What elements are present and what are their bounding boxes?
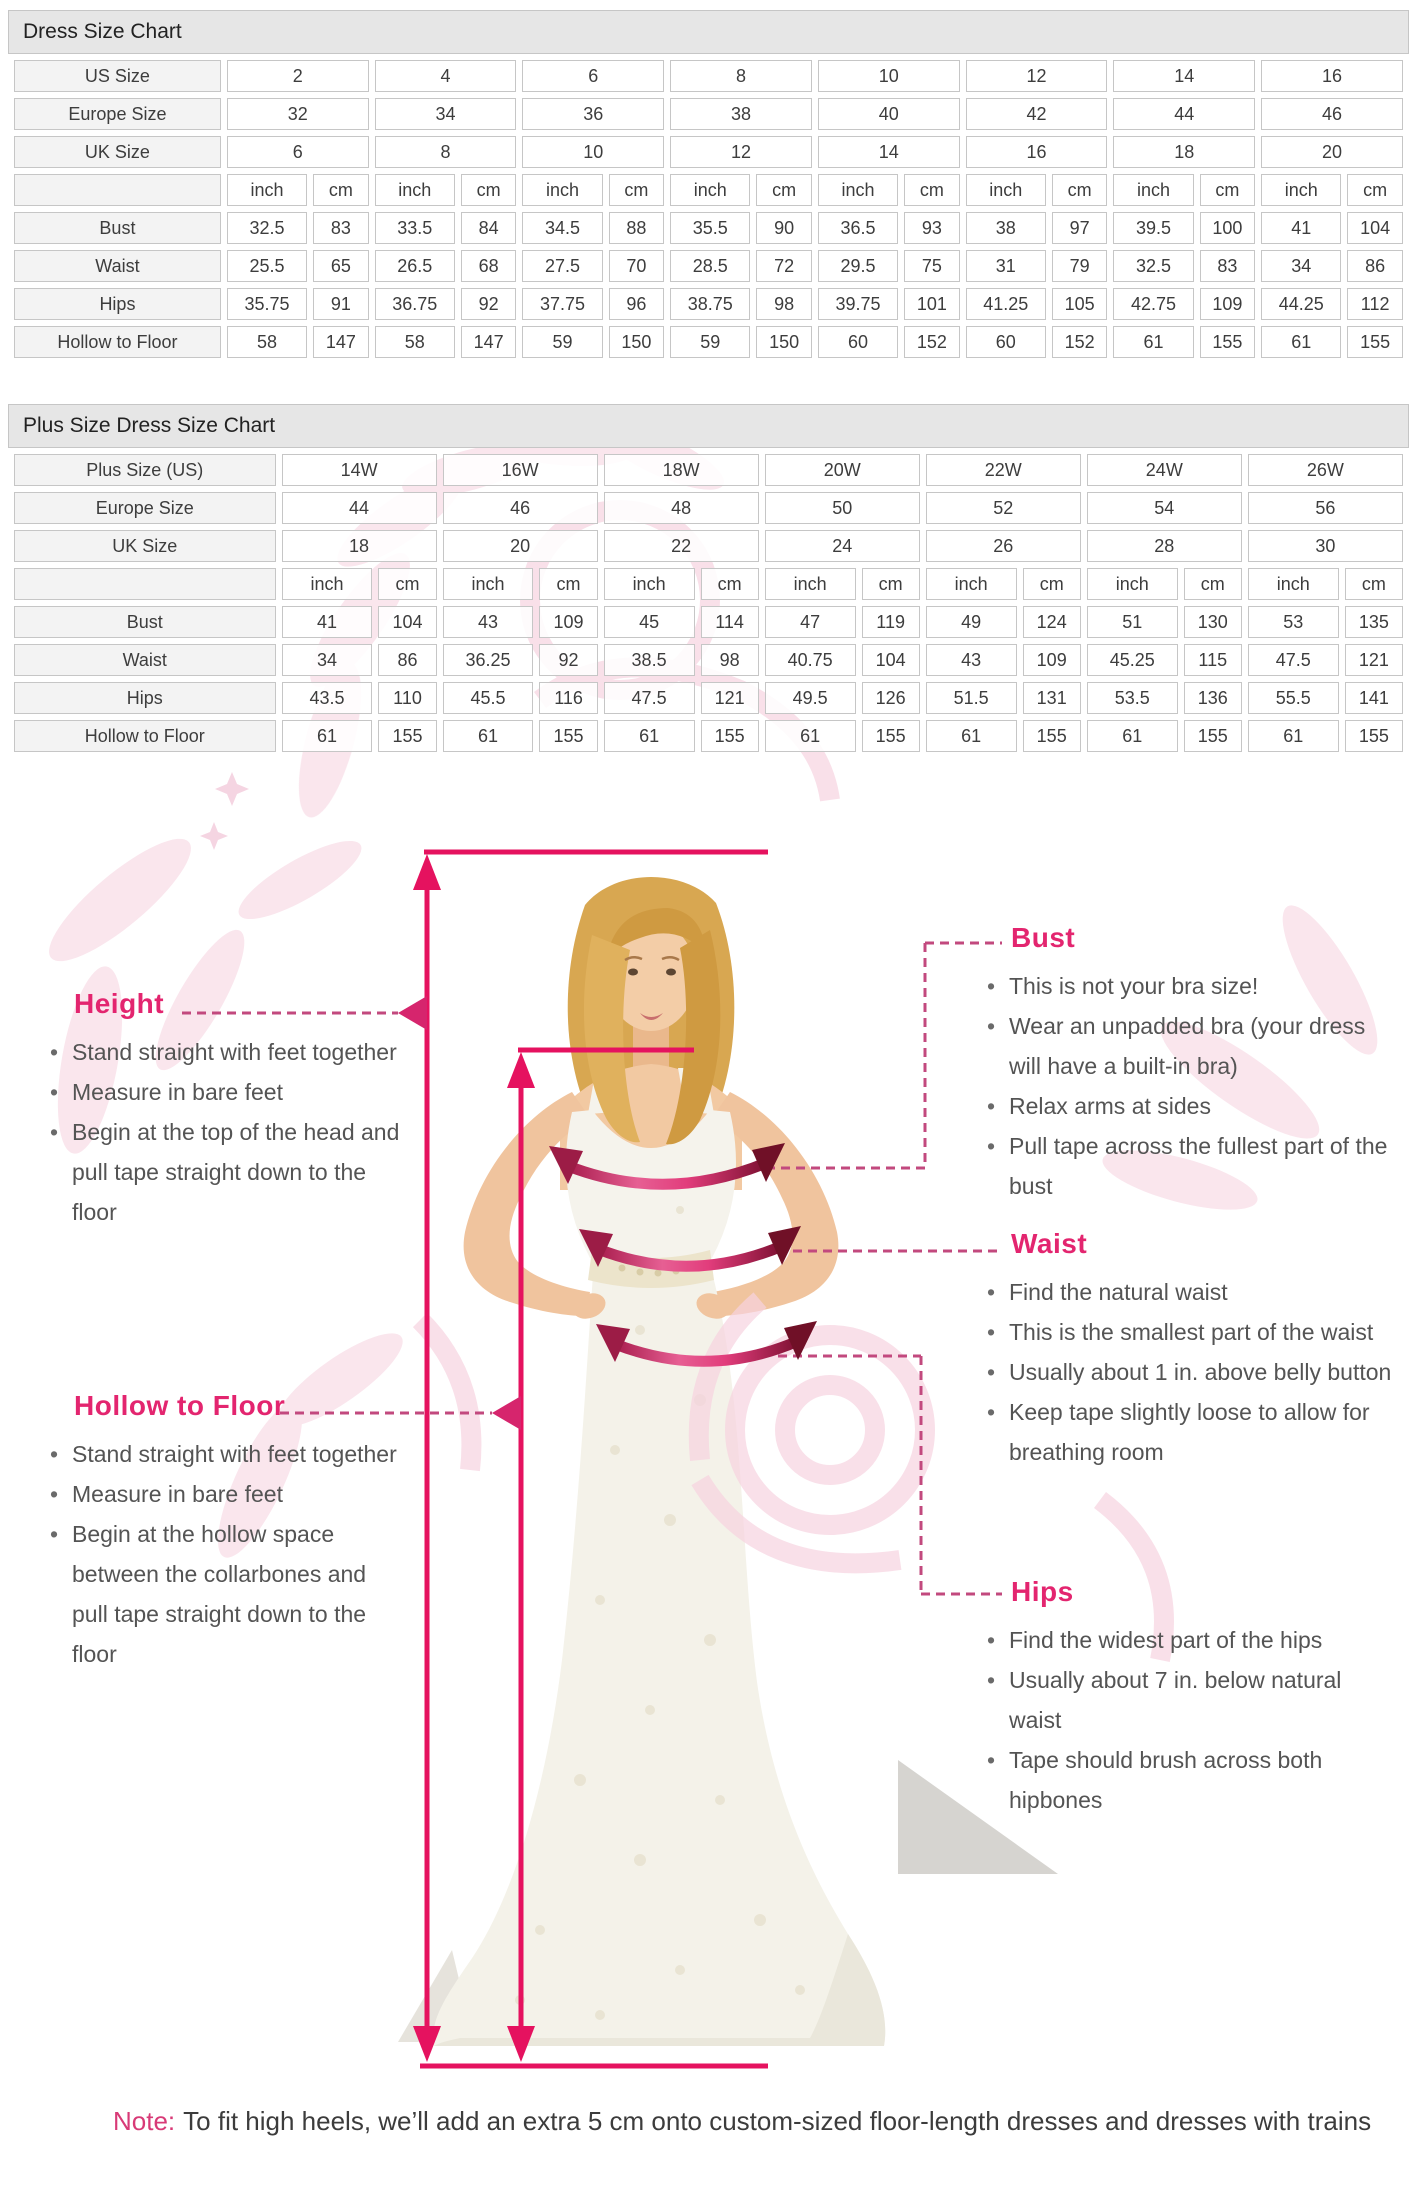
size-cell: 16W	[443, 454, 598, 486]
unit-cell: cm	[1184, 568, 1242, 600]
value-cell-inch: 53	[1248, 606, 1339, 638]
size-cell: 48	[604, 492, 759, 524]
unit-row	[14, 568, 1403, 600]
value-cell-cm: 109	[1023, 644, 1081, 676]
unit-cell: inch	[604, 568, 695, 600]
value-cell-cm: 130	[1184, 606, 1242, 638]
value-cell-inch: 58	[375, 326, 455, 358]
value-cell-inch: 45.5	[443, 682, 534, 714]
bullet-item: • This is the smallest part of the waist	[985, 1312, 1397, 1352]
size-cell: 18	[282, 530, 437, 562]
row-label: US Size	[14, 60, 221, 92]
size-cell: 12	[966, 60, 1108, 92]
bullet-item: • Usually about 7 in. below natural waist	[985, 1660, 1397, 1740]
value-cell-inch: 59	[670, 326, 750, 358]
value-cell-inch: 51	[1087, 606, 1178, 638]
value-cell-cm: 155	[1347, 326, 1403, 358]
value-cell-cm: 114	[701, 606, 759, 638]
value-cell-cm: 65	[313, 250, 369, 282]
bullet-item: • Measure in bare feet	[48, 1474, 400, 1514]
size-cell: 4	[375, 60, 517, 92]
unit-cell: cm	[701, 568, 759, 600]
size-cell: 46	[1261, 98, 1403, 130]
value-cell-cm: 104	[378, 606, 436, 638]
row-label	[14, 174, 221, 206]
row-label: Waist	[14, 644, 276, 676]
section-title: Hollow to Floor	[74, 1390, 286, 1421]
size-cell: 40	[818, 98, 960, 130]
value-cell-cm: 86	[378, 644, 436, 676]
watermark-sparkles	[200, 772, 249, 850]
section-bullet-list	[985, 966, 1397, 1206]
unit-cell: inch	[670, 174, 750, 206]
unit-cell: inch	[926, 568, 1017, 600]
value-cell-inch: 32.5	[1113, 250, 1193, 282]
value-cell-inch: 43.5	[282, 682, 373, 714]
table-row	[14, 98, 1403, 130]
value-cell-cm: 104	[862, 644, 920, 676]
section-bullet-list	[985, 1620, 1397, 1820]
value-cell-cm: 91	[313, 288, 369, 320]
table-row	[14, 492, 1403, 524]
size-cell: 28	[1087, 530, 1242, 562]
table-title: Plus Size Dress Size Chart	[8, 404, 1409, 448]
bullet-item: • Wear an unpadded bra (your dress will have a built-in bra)	[985, 1006, 1397, 1086]
unit-cell: cm	[539, 568, 597, 600]
size-cell: 38	[670, 98, 812, 130]
value-cell-inch: 33.5	[375, 212, 455, 244]
row-label: Europe Size	[14, 98, 221, 130]
value-cell-inch: 42.75	[1113, 288, 1193, 320]
value-cell-inch: 31	[966, 250, 1046, 282]
table-row	[14, 454, 1403, 486]
value-cell-cm: 98	[701, 644, 759, 676]
size-chart-table	[8, 10, 1409, 364]
unit-cell: inch	[818, 174, 898, 206]
value-cell-inch: 61	[926, 720, 1017, 752]
row-label: Hollow to Floor	[14, 326, 221, 358]
value-cell-cm: 116	[539, 682, 597, 714]
value-cell-cm: 105	[1052, 288, 1108, 320]
value-cell-cm: 119	[862, 606, 920, 638]
value-cell-cm: 96	[609, 288, 665, 320]
value-cell-cm: 68	[461, 250, 517, 282]
value-cell-cm: 150	[609, 326, 665, 358]
unit-cell: inch	[1248, 568, 1339, 600]
unit-cell: cm	[609, 174, 665, 206]
unit-cell: cm	[378, 568, 436, 600]
value-cell-inch: 27.5	[522, 250, 602, 282]
bust-section	[985, 922, 1397, 1206]
size-cell: 26W	[1248, 454, 1403, 486]
value-cell-cm: 110	[378, 682, 436, 714]
size-cell: 54	[1087, 492, 1242, 524]
size-cell: 20	[1261, 136, 1403, 168]
value-cell-inch: 36.75	[375, 288, 455, 320]
value-cell-cm: 75	[904, 250, 960, 282]
unit-cell: inch	[375, 174, 455, 206]
bullet-item: • Begin at the top of the head and pull tape straight down to the floor	[48, 1112, 400, 1232]
value-cell-inch: 36.25	[443, 644, 534, 676]
value-cell-cm: 90	[756, 212, 812, 244]
value-cell-inch: 47	[765, 606, 856, 638]
size-cell: 18	[1113, 136, 1255, 168]
section-title: Height	[74, 988, 165, 1019]
unit-cell: cm	[461, 174, 517, 206]
unit-cell: inch	[227, 174, 307, 206]
value-cell-inch: 38.5	[604, 644, 695, 676]
value-cell-cm: 124	[1023, 606, 1081, 638]
value-cell-inch: 35.5	[670, 212, 750, 244]
unit-cell: cm	[1345, 568, 1403, 600]
value-cell-inch: 61	[1087, 720, 1178, 752]
value-cell-inch: 58	[227, 326, 307, 358]
value-cell-inch: 37.75	[522, 288, 602, 320]
row-label: Plus Size (US)	[14, 454, 276, 486]
value-cell-inch: 38	[966, 212, 1046, 244]
row-label: Hips	[14, 682, 276, 714]
value-cell-inch: 47.5	[1248, 644, 1339, 676]
value-cell-inch: 47.5	[604, 682, 695, 714]
unit-cell: cm	[862, 568, 920, 600]
value-cell-cm: 141	[1345, 682, 1403, 714]
size-chart-grid	[8, 54, 1409, 364]
value-cell-inch: 28.5	[670, 250, 750, 282]
value-cell-cm: 147	[461, 326, 517, 358]
size-cell: 8	[375, 136, 517, 168]
value-cell-cm: 86	[1347, 250, 1403, 282]
value-cell-cm: 155	[1184, 720, 1242, 752]
unit-row	[14, 174, 1403, 206]
value-cell-inch: 39.5	[1113, 212, 1193, 244]
value-cell-cm: 79	[1052, 250, 1108, 282]
unit-cell: inch	[443, 568, 534, 600]
value-cell-inch: 60	[966, 326, 1046, 358]
value-cell-cm: 121	[1345, 644, 1403, 676]
value-cell-inch: 55.5	[1248, 682, 1339, 714]
value-cell-cm: 98	[756, 288, 812, 320]
value-cell-inch: 43	[443, 606, 534, 638]
value-cell-cm: 109	[1200, 288, 1256, 320]
section-bullet-list	[48, 1434, 400, 1674]
table-row	[14, 288, 1403, 320]
size-cell: 14W	[282, 454, 437, 486]
table-row	[14, 326, 1403, 358]
size-cell: 52	[926, 492, 1081, 524]
bullet-item: • Find the natural waist	[985, 1272, 1397, 1312]
value-cell-inch: 32.5	[227, 212, 307, 244]
size-cell: 32	[227, 98, 369, 130]
value-cell-cm: 109	[539, 606, 597, 638]
section-title: Hips	[1011, 1576, 1074, 1607]
value-cell-cm: 155	[862, 720, 920, 752]
bullet-item: • Begin at the hollow space between the collarbones and pull tape straight down to the floor	[48, 1514, 400, 1674]
value-cell-inch: 43	[926, 644, 1017, 676]
value-cell-inch: 61	[604, 720, 695, 752]
value-cell-inch: 59	[522, 326, 602, 358]
bullet-item: • Stand straight with feet together	[48, 1434, 400, 1474]
value-cell-cm: 147	[313, 326, 369, 358]
size-cell: 16	[1261, 60, 1403, 92]
value-cell-inch: 41	[282, 606, 373, 638]
unit-cell: cm	[1052, 174, 1108, 206]
row-label: Bust	[14, 606, 276, 638]
section-bullet-list	[985, 1272, 1397, 1472]
value-cell-cm: 115	[1184, 644, 1242, 676]
value-cell-cm: 121	[701, 682, 759, 714]
table-row	[14, 212, 1403, 244]
value-cell-inch: 41	[1261, 212, 1341, 244]
table-row	[14, 136, 1403, 168]
size-cell: 6	[522, 60, 664, 92]
unit-cell: inch	[966, 174, 1046, 206]
value-cell-inch: 34.5	[522, 212, 602, 244]
size-cell: 10	[818, 60, 960, 92]
section-bullet-list	[48, 1032, 400, 1232]
table-row	[14, 644, 1403, 676]
size-cell: 20W	[765, 454, 920, 486]
unit-cell: cm	[756, 174, 812, 206]
size-cell: 44	[282, 492, 437, 524]
bullet-item: • Usually about 1 in. above belly button	[985, 1352, 1397, 1392]
size-cell: 42	[966, 98, 1108, 130]
value-cell-inch: 53.5	[1087, 682, 1178, 714]
plus-size-chart-grid	[8, 448, 1409, 758]
value-cell-cm: 88	[609, 212, 665, 244]
size-cell: 36	[522, 98, 664, 130]
height-section	[48, 988, 400, 1232]
bullet-item: • Pull tape across the fullest part of the bust	[985, 1126, 1397, 1206]
value-cell-cm: 101	[904, 288, 960, 320]
note-text: To fit high heels, we’ll add an extra 5 cm onto custom-sized floor-length dresses and dresses with trains	[183, 2106, 1372, 2136]
row-label: Hollow to Floor	[14, 720, 276, 752]
table-row	[14, 60, 1403, 92]
table-title: Dress Size Chart	[8, 10, 1409, 54]
value-cell-cm: 83	[1200, 250, 1256, 282]
row-label: Bust	[14, 212, 221, 244]
section-title: Waist	[1011, 1228, 1088, 1259]
size-cell: 34	[375, 98, 517, 130]
table-row	[14, 250, 1403, 282]
table-row	[14, 720, 1403, 752]
size-cell: 24W	[1087, 454, 1242, 486]
value-cell-cm: 152	[904, 326, 960, 358]
value-cell-inch: 61	[765, 720, 856, 752]
section-title: Bust	[1011, 922, 1076, 953]
size-cell: 6	[227, 136, 369, 168]
size-cell: 46	[443, 492, 598, 524]
value-cell-inch: 61	[1261, 326, 1341, 358]
value-cell-cm: 155	[1023, 720, 1081, 752]
value-cell-cm: 92	[539, 644, 597, 676]
value-cell-inch: 39.75	[818, 288, 898, 320]
value-cell-cm: 155	[701, 720, 759, 752]
unit-cell: inch	[765, 568, 856, 600]
value-cell-inch: 40.75	[765, 644, 856, 676]
value-cell-cm: 112	[1347, 288, 1403, 320]
value-cell-cm: 97	[1052, 212, 1108, 244]
value-cell-inch: 45	[604, 606, 695, 638]
row-label: Hips	[14, 288, 221, 320]
size-cell: 10	[522, 136, 664, 168]
value-cell-inch: 51.5	[926, 682, 1017, 714]
bullet-item: • Keep tape slightly loose to allow for breathing room	[985, 1392, 1397, 1472]
unit-cell: inch	[1113, 174, 1193, 206]
value-cell-inch: 38.75	[670, 288, 750, 320]
size-cell: 30	[1248, 530, 1403, 562]
value-cell-cm: 150	[756, 326, 812, 358]
value-cell-cm: 83	[313, 212, 369, 244]
size-cell: 20	[443, 530, 598, 562]
unit-cell: cm	[904, 174, 960, 206]
table-row	[14, 530, 1403, 562]
value-cell-cm: 155	[1345, 720, 1403, 752]
unit-cell: inch	[1261, 174, 1341, 206]
plus-size-chart-table	[8, 404, 1409, 758]
hollow-to-floor-section	[48, 1390, 400, 1674]
size-cell: 18W	[604, 454, 759, 486]
value-cell-inch: 61	[1248, 720, 1339, 752]
value-cell-inch: 45.25	[1087, 644, 1178, 676]
value-cell-inch: 26.5	[375, 250, 455, 282]
bullet-item: • Tape should brush across both hipbones	[985, 1740, 1397, 1820]
bullet-item: • This is not your bra size!	[985, 966, 1397, 1006]
size-cell: 12	[670, 136, 812, 168]
value-cell-cm: 84	[461, 212, 517, 244]
value-cell-inch: 29.5	[818, 250, 898, 282]
row-label: Waist	[14, 250, 221, 282]
value-cell-cm: 155	[378, 720, 436, 752]
value-cell-cm: 100	[1200, 212, 1256, 244]
bullet-item: • Relax arms at sides	[985, 1086, 1397, 1126]
value-cell-cm: 136	[1184, 682, 1242, 714]
value-cell-cm: 131	[1023, 682, 1081, 714]
value-cell-inch: 41.25	[966, 288, 1046, 320]
row-label: Europe Size	[14, 492, 276, 524]
table-row	[14, 606, 1403, 638]
value-cell-inch: 49	[926, 606, 1017, 638]
waist-section	[985, 1228, 1397, 1472]
value-cell-inch: 44.25	[1261, 288, 1341, 320]
size-cell: 56	[1248, 492, 1403, 524]
size-cell: 14	[1113, 60, 1255, 92]
unit-cell: cm	[1023, 568, 1081, 600]
value-cell-inch: 25.5	[227, 250, 307, 282]
size-cell: 22	[604, 530, 759, 562]
value-cell-cm: 152	[1052, 326, 1108, 358]
value-cell-cm: 93	[904, 212, 960, 244]
value-cell-cm: 155	[539, 720, 597, 752]
size-cell: 24	[765, 530, 920, 562]
value-cell-cm: 155	[1200, 326, 1256, 358]
size-cell: 8	[670, 60, 812, 92]
value-cell-inch: 61	[282, 720, 373, 752]
row-label	[14, 568, 276, 600]
size-cell: 16	[966, 136, 1108, 168]
size-cell: 22W	[926, 454, 1081, 486]
size-cell: 50	[765, 492, 920, 524]
row-label: UK Size	[14, 530, 276, 562]
unit-cell: inch	[522, 174, 602, 206]
value-cell-cm: 92	[461, 288, 517, 320]
hips-section	[985, 1576, 1397, 1820]
value-cell-inch: 36.5	[818, 212, 898, 244]
value-cell-cm: 104	[1347, 212, 1403, 244]
bullet-item: • Measure in bare feet	[48, 1072, 400, 1112]
value-cell-inch: 34	[1261, 250, 1341, 282]
unit-cell: cm	[313, 174, 369, 206]
note-label: Note:	[113, 2106, 176, 2136]
value-cell-inch: 49.5	[765, 682, 856, 714]
size-cell: 2	[227, 60, 369, 92]
value-cell-inch: 61	[443, 720, 534, 752]
size-cell: 44	[1113, 98, 1255, 130]
value-cell-cm: 70	[609, 250, 665, 282]
unit-cell: inch	[1087, 568, 1178, 600]
value-cell-cm: 135	[1345, 606, 1403, 638]
unit-cell: cm	[1347, 174, 1403, 206]
table-row	[14, 682, 1403, 714]
note	[113, 2106, 1371, 2137]
value-cell-inch: 60	[818, 326, 898, 358]
unit-cell: cm	[1200, 174, 1256, 206]
value-cell-inch: 35.75	[227, 288, 307, 320]
size-cell: 26	[926, 530, 1081, 562]
size-cell: 14	[818, 136, 960, 168]
value-cell-inch: 34	[282, 644, 373, 676]
row-label: UK Size	[14, 136, 221, 168]
value-cell-cm: 72	[756, 250, 812, 282]
value-cell-inch: 61	[1113, 326, 1193, 358]
bullet-item: • Find the widest part of the hips	[985, 1620, 1397, 1660]
bullet-item: • Stand straight with feet together	[48, 1032, 400, 1072]
unit-cell: inch	[282, 568, 373, 600]
value-cell-cm: 126	[862, 682, 920, 714]
